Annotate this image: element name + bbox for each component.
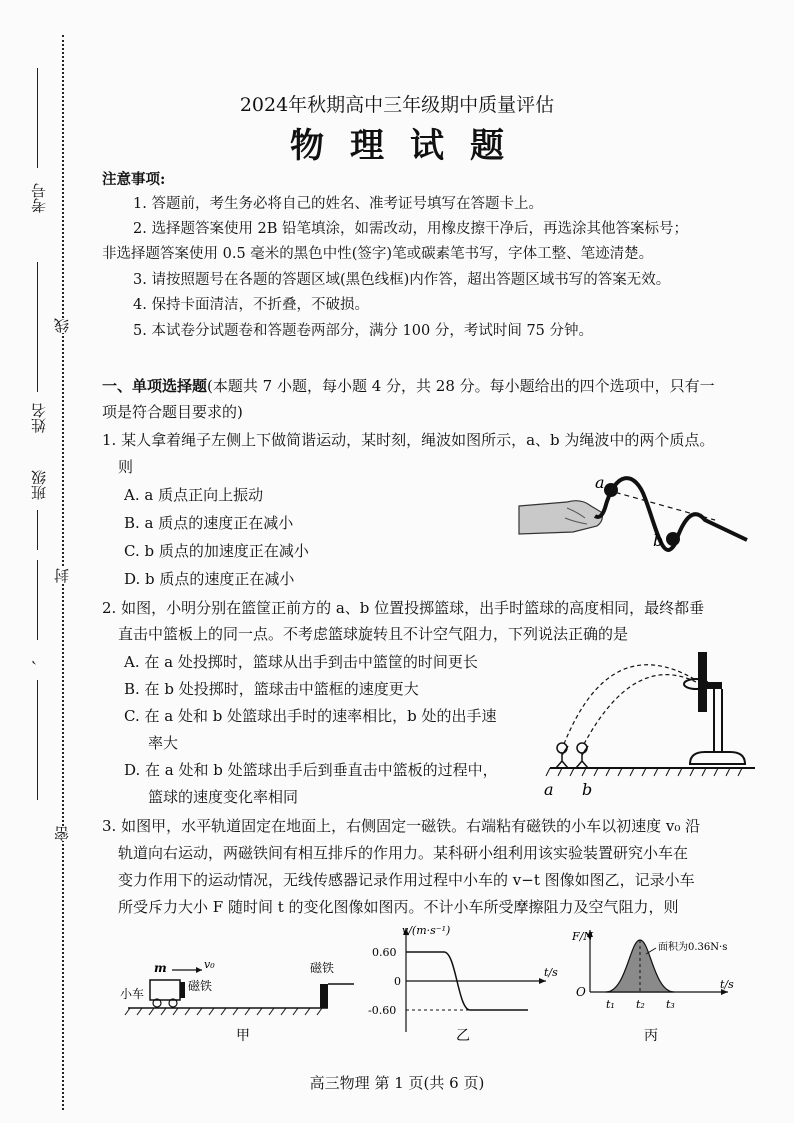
- name-label: 姓名: [30, 403, 48, 433]
- notice-item-3: 3. 请按照题号在各题的答题区域(黑色线框)内作答，超出答题区域书写的答案无效。: [133, 272, 671, 288]
- q1-option-b: B. a 质点的速度正在减小: [124, 514, 294, 532]
- q1-rope-wave-figure: [515, 468, 755, 578]
- q1-option-c: C. b 质点的加速度正在减小: [124, 542, 309, 560]
- notice-item-1: 1. 答题前，考生务必将自己的姓名、准考证号填写在答题卡上。: [133, 196, 543, 212]
- thrower-a-icon: [556, 743, 568, 768]
- exam-title: 物理试题: [290, 126, 530, 166]
- q2-option-c: C. 在 a 处和 b 处篮球出手时的速率相比，b 处的出手速: [124, 707, 497, 725]
- notice-item-5: 5. 本试卷分试题卷和答题卷两部分，满分 100 分，考试时间 75 分钟。: [133, 323, 594, 339]
- v0-label: v₀: [204, 958, 215, 971]
- exam-no-label: 考号: [30, 183, 48, 213]
- q3-figure-yi: [368, 920, 568, 1050]
- section-1-desc-cont: 项是符合题目要求的): [102, 403, 243, 421]
- bing-xlabel: t/s: [720, 978, 734, 991]
- q3-stem-line-1: 3. 如图甲，水平轨道固定在地面上，右侧固定一磁铁。右端粘有磁铁的小车以初速度 v₀ 沿: [102, 817, 701, 835]
- notice-item-2-cont: 非选择题答案使用 0.5 毫米的黑色中性(签字)笔或碳素笔书写，字体工整、笔迹清楚。: [102, 246, 654, 262]
- hand-icon: [519, 501, 602, 534]
- q3-stem-line-3: 变力作用下的运动情况，无线传感器记录作用过程中小车的 v−t 图像如图乙，记录小车: [118, 871, 695, 889]
- yi-xlabel: t/s: [544, 966, 558, 979]
- bing-t3: t₃: [666, 998, 675, 1011]
- q2-option-d: D. 在 a 处和 b 处篮球出手后到垂直击中篮板的过程中，: [124, 761, 498, 779]
- q2-stem: 2. 如图，小明分别在篮筐正前方的 a、b 位置投掷篮球，出手时篮球的高度相同，最终都垂: [102, 599, 705, 617]
- particle-b: [666, 532, 680, 546]
- particle-a-label: a: [595, 473, 605, 492]
- name-blank: [37, 262, 38, 392]
- binding-mark-secret: 密: [53, 826, 71, 841]
- bing-origin: O: [576, 985, 586, 999]
- trajectory-b: [584, 675, 696, 744]
- yi-ylabel: v/(m·s⁻¹): [402, 924, 451, 937]
- car-magnet-label: 磁铁: [188, 979, 213, 993]
- class-label: 班级: [30, 470, 48, 500]
- q1-stem: 1. 某人拿着绳子左侧上下做简谐运动，某时刻，绳波如图所示，a、b 为绳波中的两个质点。: [102, 431, 715, 449]
- yi-tick-zero: 0: [394, 975, 401, 988]
- track-hatch: [125, 1008, 322, 1015]
- yi-tick-bottom: -0.60: [368, 1004, 397, 1017]
- car-icon: [150, 980, 185, 1007]
- q3-figure-bing: [560, 920, 750, 1050]
- q2-basketball-figure: [540, 640, 760, 805]
- q3-stem-line-2: 轨道向右运动，两磁铁间有相互排斥的作用力。某科研小组利用该实验装置研究小车在: [118, 844, 689, 862]
- position-b-label: b: [582, 780, 593, 799]
- figure-bing-caption: 丙: [644, 1028, 658, 1044]
- notice-heading: 注意事项:: [102, 171, 166, 188]
- basketball-stand: [684, 652, 745, 764]
- bing-ylabel: F/N: [572, 930, 593, 943]
- figure-yi-caption: 乙: [456, 1028, 470, 1044]
- ground-hatch: [546, 768, 742, 776]
- trajectory-a: [564, 665, 696, 744]
- q2-option-b: B. 在 b 处投掷时，篮球击中篮框的速度更大: [124, 680, 419, 698]
- q1-stem-cont: 则: [118, 458, 134, 476]
- q2-option-c-cont: 率大: [148, 734, 179, 752]
- section-1-heading: 一、单项选择题: [102, 377, 208, 395]
- q2-option-d-cont: 篮球的速度变化率相同: [148, 788, 299, 806]
- bing-t1: t₁: [606, 998, 615, 1011]
- q3-figure-jia: [118, 950, 363, 1050]
- q1-option-a: A. a 质点正向上振动: [124, 486, 264, 504]
- car-label: 小车: [120, 987, 145, 1001]
- exam-subtitle: 2024年秋期高中三年级期中质量评估: [239, 94, 555, 116]
- figure-jia-caption: 甲: [236, 1028, 250, 1044]
- school-blank: [37, 680, 38, 800]
- page-footer: 高三物理 第 1 页(共 6 页): [309, 1074, 485, 1092]
- yi-tick-top: 0.60: [372, 946, 397, 959]
- notice-item-2: 2. 选择题答案使用 2B 铅笔填涂，如需改动，用橡皮擦干净后，再选涂其他答案标号；: [133, 221, 689, 237]
- class-blank-top: [37, 510, 38, 550]
- notice-item-4: 4. 保持卡面清洁，不折叠，不破损。: [133, 297, 369, 313]
- q2-option-a: A. 在 a 处投掷时，篮球从出手到击中篮筐的时间更长: [124, 653, 478, 671]
- binding-mark-line: 线: [53, 318, 71, 333]
- mass-label: m: [154, 961, 167, 975]
- bing-area-note: 面积为0.36N·s: [658, 942, 728, 953]
- particle-b-label: b: [653, 531, 664, 550]
- q2-stem-cont: 直击中篮板上的同一点。不考虑篮球旋转且不计空气阻力，下列说法正确的是: [118, 625, 629, 643]
- velocity-arrow-head: [196, 967, 202, 973]
- fixed-magnet-icon: [320, 984, 328, 1008]
- thrower-b-icon: [576, 743, 588, 768]
- fixed-magnet-label: 磁铁: [310, 961, 335, 975]
- particle-a: [604, 483, 618, 497]
- q1-option-d: D. b 质点的速度正在减小: [124, 570, 295, 588]
- school-label: 、: [30, 650, 48, 665]
- position-a-label: a: [544, 780, 554, 799]
- class-blank: [37, 560, 38, 640]
- binding-mark-seal: 封: [53, 568, 71, 583]
- q3-stem-line-4: 所受斥力大小 F 随时间 t 的变化图像如图丙。不计小车所受摩擦阻力及空气阻力，则: [118, 898, 679, 916]
- section-1-heading-line: [102, 374, 715, 398]
- bing-t2: t₂: [636, 998, 645, 1011]
- section-1-desc: (本题共 7 小题，每小题 4 分，共 28 分。每小题给出的四个选项中，只有一: [207, 377, 715, 395]
